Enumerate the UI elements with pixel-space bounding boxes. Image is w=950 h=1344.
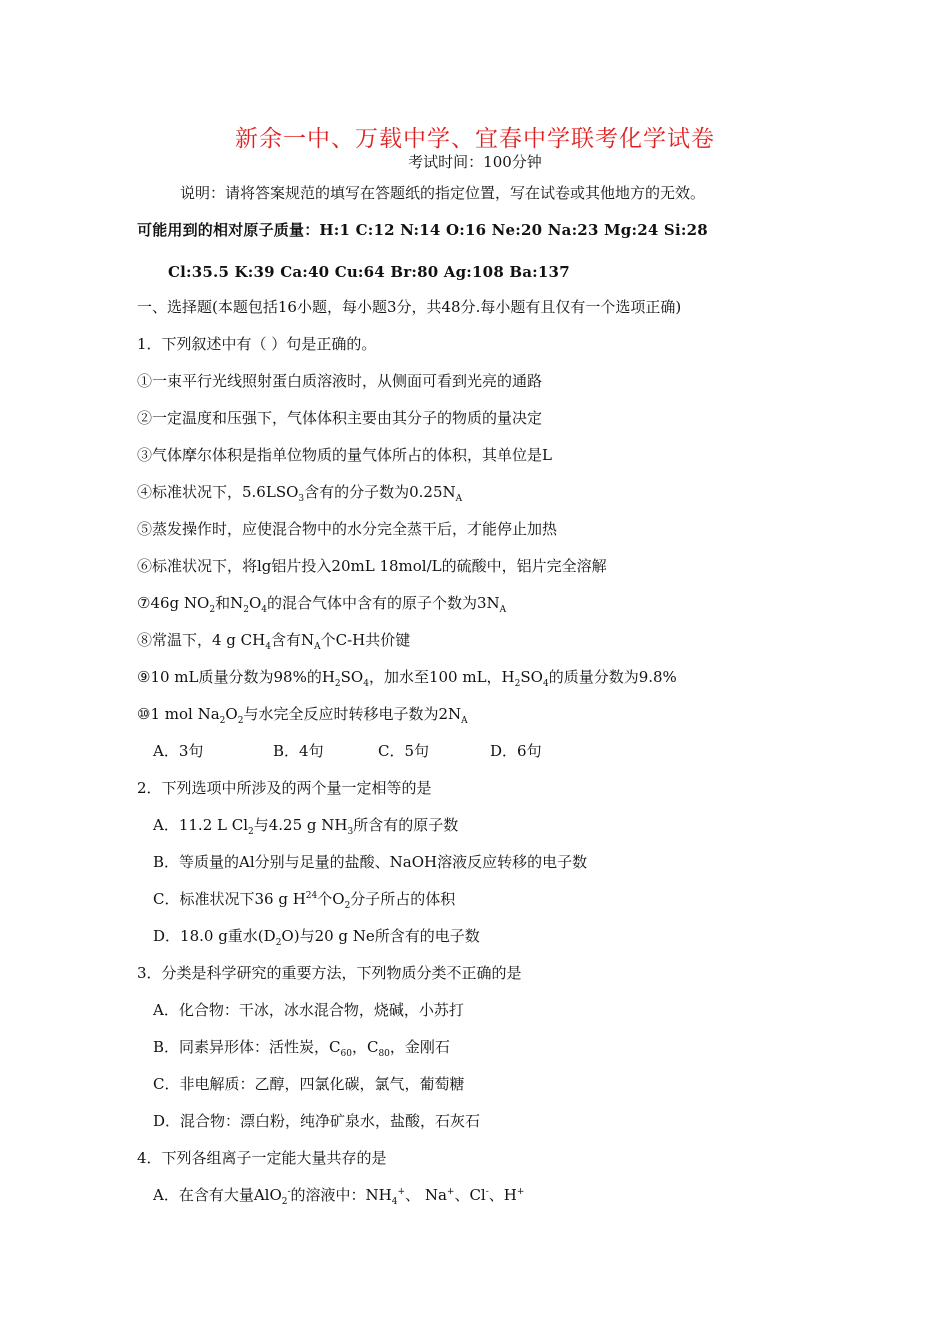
question-1-statement-10: ⑩1 mol $Na_2O_2$与水完全反应时转移电子数为$2N_A$: [137, 705, 468, 726]
question-3-option-d[interactable]: D．混合物：漂白粉，纯净矿泉水，盐酸，石灰石: [153, 1112, 481, 1130]
question-1-option-c[interactable]: C．5句: [378, 742, 430, 760]
question-1-option-d[interactable]: D．6句: [490, 742, 542, 760]
question-3-option-a[interactable]: A．化合物：干冰，冰水混合物，烧碱，小苏打: [153, 1001, 464, 1019]
question-1-statement-5: ⑤蒸发操作时，应使混合物中的水分完全蒸干后，才能停止加热: [137, 520, 558, 538]
question-1-statement-1: ①一束平行光线照射蛋白质溶液时，从侧面可看到光亮的通路: [137, 372, 543, 390]
section-heading: 一、选择题(本题包括16小题，每小题3分，共48分.每小题有且仅有一个选项正确): [137, 298, 682, 316]
question-1-statement-2: ②一定温度和压强下，气体体积主要由其分子的物质的量决定: [137, 409, 543, 427]
exam-time: 考试时间：100分钟: [408, 153, 542, 171]
question-2-option-a[interactable]: A．11.2 L $Cl_2$与4.25 g $NH_3$所含有的原子数: [153, 816, 459, 837]
question-2-option-c[interactable]: C．标准状况下36 g $H^{24}$个$O_2$分子所占的体积: [153, 890, 456, 911]
question-1-statement-6: ⑥标准状况下，将lg铝片投入20mL 18mol/L的硫酸中，铝片完全溶解: [137, 557, 607, 575]
question-2-option-d[interactable]: D．18.0 g重水$(D_2O)$与20 g Ne所含有的电子数: [153, 927, 480, 948]
question-1-statement-4: ④标准状况下，$5.6LSO_3$含有的分子数为$0.25N_A$: [137, 483, 463, 504]
exam-title: 新余一中、万载中学、宜春中学联考化学试卷: [235, 126, 715, 152]
question-1-options: [153, 741, 542, 761]
atomic-masses-line2: Cl:35.5 K:39 Ca:40 Cu:64 Br:80 Ag:108 Ba:137: [168, 263, 570, 281]
question-2-stem: 2．下列选项中所涉及的两个量一定相等的是: [137, 779, 432, 797]
question-1-statement-8: ⑧常温下，4 g $CH_4$含有$N_A$个C-H共价键: [137, 631, 411, 652]
atomic-masses-line1: 可能用到的相对原子质量：H:1 C:12 N:14 O:16 Ne:20 Na:23 Mg:24 Si:28: [137, 221, 708, 239]
question-3-option-b[interactable]: B．同素异形体：活性炭，$C_{60}$，$C_{80}$，金刚石: [153, 1038, 450, 1059]
question-1-option-a[interactable]: A．3句: [153, 742, 204, 760]
question-3-option-c[interactable]: C．非电解质：乙醇，四氯化碳，氯气，葡萄糖: [153, 1075, 465, 1093]
question-3-stem: 3．分类是科学研究的重要方法，下列物质分类不正确的是: [137, 964, 522, 982]
question-1-stem: 1．下列叙述中有（ ）句是正确的。: [137, 335, 377, 353]
question-4-option-a[interactable]: A．在含有大量AlO$_2$-的溶液中：$NH_4^+$、 Na+、Cl-、H+: [153, 1186, 525, 1207]
question-2-option-b[interactable]: B．等质量的Al分别与足量的盐酸、NaOH溶液反应转移的电子数: [153, 853, 588, 871]
question-1-statement-7: ⑦46g $NO_2$和$N_2O_4$的混合气体中含有的原子个数为$3N_A$: [137, 594, 507, 615]
instruction-note: 说明：请将答案规范的填写在答题纸的指定位置，写在试卷或其他地方的无效。: [180, 184, 706, 202]
question-4-stem: 4．下列各组离子一定能大量共存的是: [137, 1149, 387, 1167]
question-1-statement-9: ⑨10 mL质量分数为98%的$H_2SO_4$，加水至100 mL，$H_2SO_4$的质量分数为9.8%: [137, 668, 677, 689]
question-1-option-b[interactable]: B．4句: [273, 742, 324, 760]
question-1-statement-3: ③气体摩尔体积是指单位物质的量气体所占的体积，其单位是L: [137, 446, 552, 464]
